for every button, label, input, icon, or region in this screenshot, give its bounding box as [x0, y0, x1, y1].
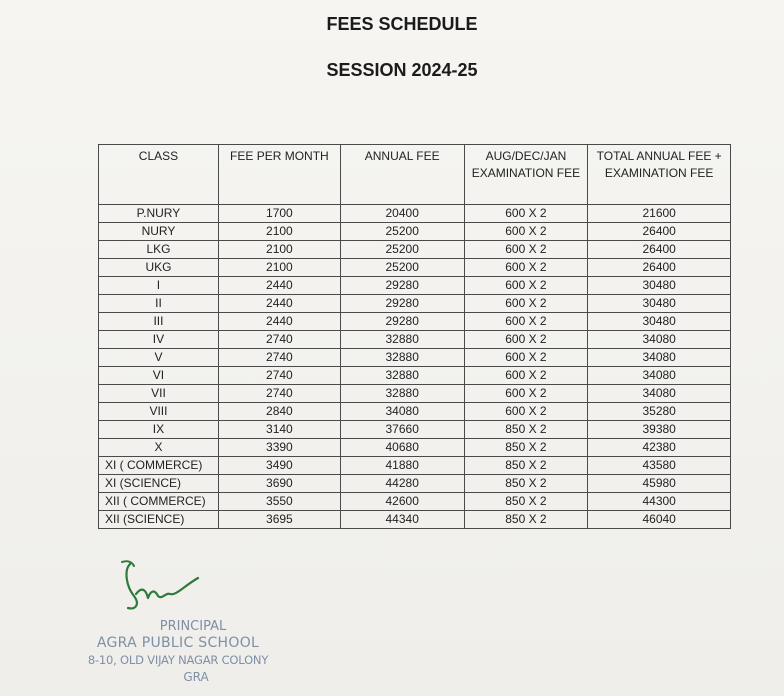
cell-fee-per-month: 3390 — [218, 439, 340, 457]
cell-total-fee: 34080 — [588, 331, 731, 349]
cell-exam-fee: 850 X 2 — [464, 421, 588, 439]
cell-fee-per-month: 3550 — [218, 493, 340, 511]
cell-fee-per-month: 3695 — [218, 511, 340, 529]
cell-fee-per-month: 2840 — [218, 403, 340, 421]
table-row — [99, 475, 731, 493]
cell-fee-per-month: 2440 — [218, 295, 340, 313]
stamp-address: 8-10, OLD VIJAY NAGAR COLONY — [87, 653, 269, 667]
cell-class: XI (SCIENCE) — [99, 475, 219, 493]
table-row — [99, 223, 731, 241]
cell-annual-fee: 25200 — [340, 223, 464, 241]
cell-total-fee: 35280 — [588, 403, 731, 421]
cell-exam-fee: 850 X 2 — [464, 457, 588, 475]
cell-fee-per-month: 2100 — [218, 259, 340, 277]
stamp-school-name: AGRA PUBLIC SCHOOL — [96, 635, 260, 651]
cell-total-fee: 26400 — [588, 259, 731, 277]
stamp-principal: PRINCIPAL — [159, 619, 227, 634]
cell-exam-fee: 850 X 2 — [464, 511, 588, 529]
header-row — [99, 145, 731, 205]
cell-annual-fee: 44340 — [340, 511, 464, 529]
cell-annual-fee: 32880 — [340, 349, 464, 367]
cell-exam-fee: 600 X 2 — [464, 367, 588, 385]
cell-fee-per-month: 3140 — [218, 421, 340, 439]
cell-exam-fee: 600 X 2 — [464, 331, 588, 349]
cell-fee-per-month: 2740 — [218, 331, 340, 349]
cell-exam-fee: 600 X 2 — [464, 349, 588, 367]
cell-exam-fee: 600 X 2 — [464, 241, 588, 259]
table-row — [99, 493, 731, 511]
cell-total-fee: 34080 — [588, 367, 731, 385]
cell-class: UKG — [99, 259, 219, 277]
table-row — [99, 277, 731, 295]
table-row — [99, 511, 731, 529]
cell-class: IV — [99, 331, 219, 349]
stamp-city: GRA — [183, 670, 209, 684]
cell-class: VIII — [99, 403, 219, 421]
cell-annual-fee: 32880 — [340, 367, 464, 385]
cell-class: V — [99, 349, 219, 367]
cell-class: XI ( COMMERCE) — [99, 457, 219, 475]
table-row — [99, 259, 731, 277]
header-annual-fee: ANNUAL FEE — [340, 145, 464, 205]
cell-annual-fee: 37660 — [340, 421, 464, 439]
cell-total-fee: 42380 — [588, 439, 731, 457]
cell-annual-fee: 29280 — [340, 295, 464, 313]
cell-exam-fee: 600 X 2 — [464, 259, 588, 277]
cell-annual-fee: 34080 — [340, 403, 464, 421]
cell-class: LKG — [99, 241, 219, 259]
cell-fee-per-month: 1700 — [218, 205, 340, 223]
cell-exam-fee: 600 X 2 — [464, 223, 588, 241]
session-heading: SESSION 2024-25 — [326, 60, 478, 80]
cell-total-fee: 44300 — [588, 493, 731, 511]
cell-annual-fee: 42600 — [340, 493, 464, 511]
cell-exam-fee: 600 X 2 — [464, 277, 588, 295]
cell-fee-per-month: 3690 — [218, 475, 340, 493]
cell-total-fee: 39380 — [588, 421, 731, 439]
table-row — [99, 421, 731, 439]
cell-annual-fee: 32880 — [340, 385, 464, 403]
cell-annual-fee: 29280 — [340, 313, 464, 331]
table-row — [99, 313, 731, 331]
cell-total-fee: 45980 — [588, 475, 731, 493]
table-row — [99, 457, 731, 475]
cell-annual-fee: 32880 — [340, 331, 464, 349]
header-total-fee: TOTAL ANNUAL FEE + EXAMINATION FEE — [588, 145, 731, 205]
cell-class: NURY — [99, 223, 219, 241]
fees-table-body — [99, 205, 731, 529]
cell-class: P.NURY — [99, 205, 219, 223]
cell-annual-fee: 41880 — [340, 457, 464, 475]
table-row — [99, 349, 731, 367]
cell-total-fee: 34080 — [588, 385, 731, 403]
fees-table — [98, 144, 731, 529]
cell-exam-fee: 600 X 2 — [464, 403, 588, 421]
cell-class: I — [99, 277, 219, 295]
table-row — [99, 331, 731, 349]
header-fee-per-month: FEE PER MONTH — [218, 145, 340, 205]
header-class: CLASS — [99, 145, 219, 205]
cell-total-fee: 30480 — [588, 313, 731, 331]
cell-annual-fee: 29280 — [340, 277, 464, 295]
cell-total-fee: 26400 — [588, 241, 731, 259]
cell-fee-per-month: 2740 — [218, 385, 340, 403]
cell-fee-per-month: 2440 — [218, 277, 340, 295]
cell-total-fee: 30480 — [588, 295, 731, 313]
cell-annual-fee: 25200 — [340, 241, 464, 259]
cell-fee-per-month: 3490 — [218, 457, 340, 475]
cell-annual-fee: 20400 — [340, 205, 464, 223]
cell-total-fee: 30480 — [588, 277, 731, 295]
cell-exam-fee: 600 X 2 — [464, 313, 588, 331]
table-row — [99, 439, 731, 457]
table-row — [99, 241, 731, 259]
cell-total-fee: 46040 — [588, 511, 731, 529]
cell-total-fee: 34080 — [588, 349, 731, 367]
cell-fee-per-month: 2740 — [218, 349, 340, 367]
cell-class: III — [99, 313, 219, 331]
principal-signature — [118, 556, 208, 616]
document-title: FEES SCHEDULE — [326, 14, 478, 34]
cell-exam-fee: 850 X 2 — [464, 493, 588, 511]
cell-annual-fee: 44280 — [340, 475, 464, 493]
cell-fee-per-month: 2440 — [218, 313, 340, 331]
table-row — [99, 295, 731, 313]
cell-class: VII — [99, 385, 219, 403]
cell-annual-fee: 40680 — [340, 439, 464, 457]
cell-fee-per-month: 2740 — [218, 367, 340, 385]
cell-total-fee: 21600 — [588, 205, 731, 223]
cell-exam-fee: 600 X 2 — [464, 295, 588, 313]
cell-fee-per-month: 2100 — [218, 241, 340, 259]
fees-table-header — [99, 145, 731, 205]
cell-exam-fee: 600 X 2 — [464, 205, 588, 223]
cell-class: XII ( COMMERCE) — [99, 493, 219, 511]
cell-class: XII (SCIENCE) — [99, 511, 219, 529]
cell-total-fee: 26400 — [588, 223, 731, 241]
cell-class: IX — [99, 421, 219, 439]
cell-exam-fee: 850 X 2 — [464, 439, 588, 457]
cell-class: VI — [99, 367, 219, 385]
cell-total-fee: 43580 — [588, 457, 731, 475]
school-stamp — [78, 618, 278, 686]
cell-exam-fee: 850 X 2 — [464, 475, 588, 493]
cell-class: II — [99, 295, 219, 313]
cell-annual-fee: 25200 — [340, 259, 464, 277]
table-row — [99, 367, 731, 385]
cell-class: X — [99, 439, 219, 457]
table-row — [99, 403, 731, 421]
table-row — [99, 385, 731, 403]
cell-exam-fee: 600 X 2 — [464, 385, 588, 403]
header-examination-fee: AUG/DEC/JAN EXAMINATION FEE — [464, 145, 588, 205]
table-row — [99, 205, 731, 223]
cell-fee-per-month: 2100 — [218, 223, 340, 241]
